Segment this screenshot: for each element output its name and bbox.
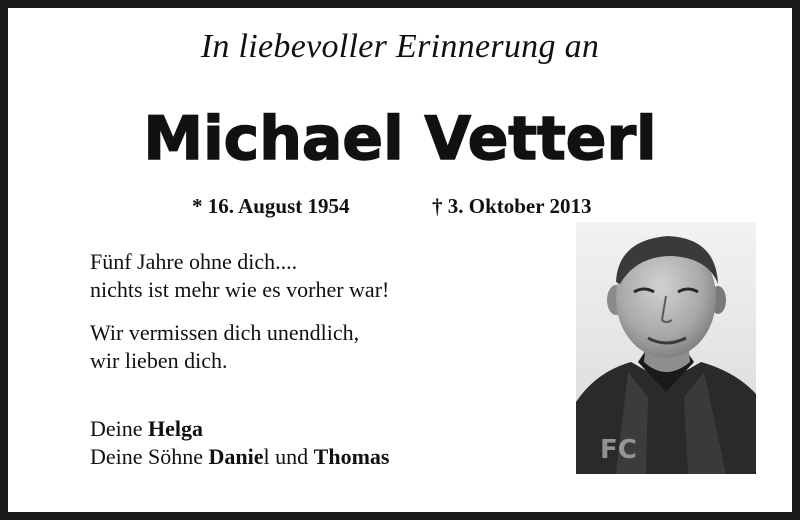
- verse-line: Fünf Jahre ohne dich....: [90, 249, 298, 274]
- signature-line-1: [90, 415, 389, 443]
- svg-text:FC: FC: [600, 435, 637, 465]
- signature-block: [90, 415, 389, 471]
- signature-prefix: Deine: [90, 416, 149, 441]
- birth-date: * 16. August 1954: [192, 194, 350, 218]
- portrait-illustration: [576, 222, 756, 474]
- signature-line-2: [90, 443, 389, 471]
- verse-line: wir lieben dich.: [90, 348, 228, 373]
- verse-line: nichts ist mehr wie es vorher war!: [90, 277, 390, 302]
- signature-conjunction: und: [269, 444, 314, 469]
- portrait-photo: [576, 222, 756, 474]
- death-date: † 3. Oktober 2013: [432, 194, 592, 218]
- memorial-header: In liebevoller Erinnerung an: [200, 28, 600, 65]
- signature-name-daniel-bold: Danie: [208, 444, 264, 469]
- verse-line: Wir vermissen dich unendlich,: [90, 320, 360, 345]
- deceased-name: Michael Vetterl: [143, 104, 657, 174]
- signature-name-helga: Helga: [148, 416, 204, 441]
- signature-prefix: Deine Söhne: [90, 444, 209, 469]
- verse-block-1: [90, 248, 389, 304]
- signature-name-daniel-rest: l: [263, 444, 270, 469]
- verse-block-2: [90, 319, 359, 375]
- signature-name-thomas: Thomas: [313, 444, 390, 469]
